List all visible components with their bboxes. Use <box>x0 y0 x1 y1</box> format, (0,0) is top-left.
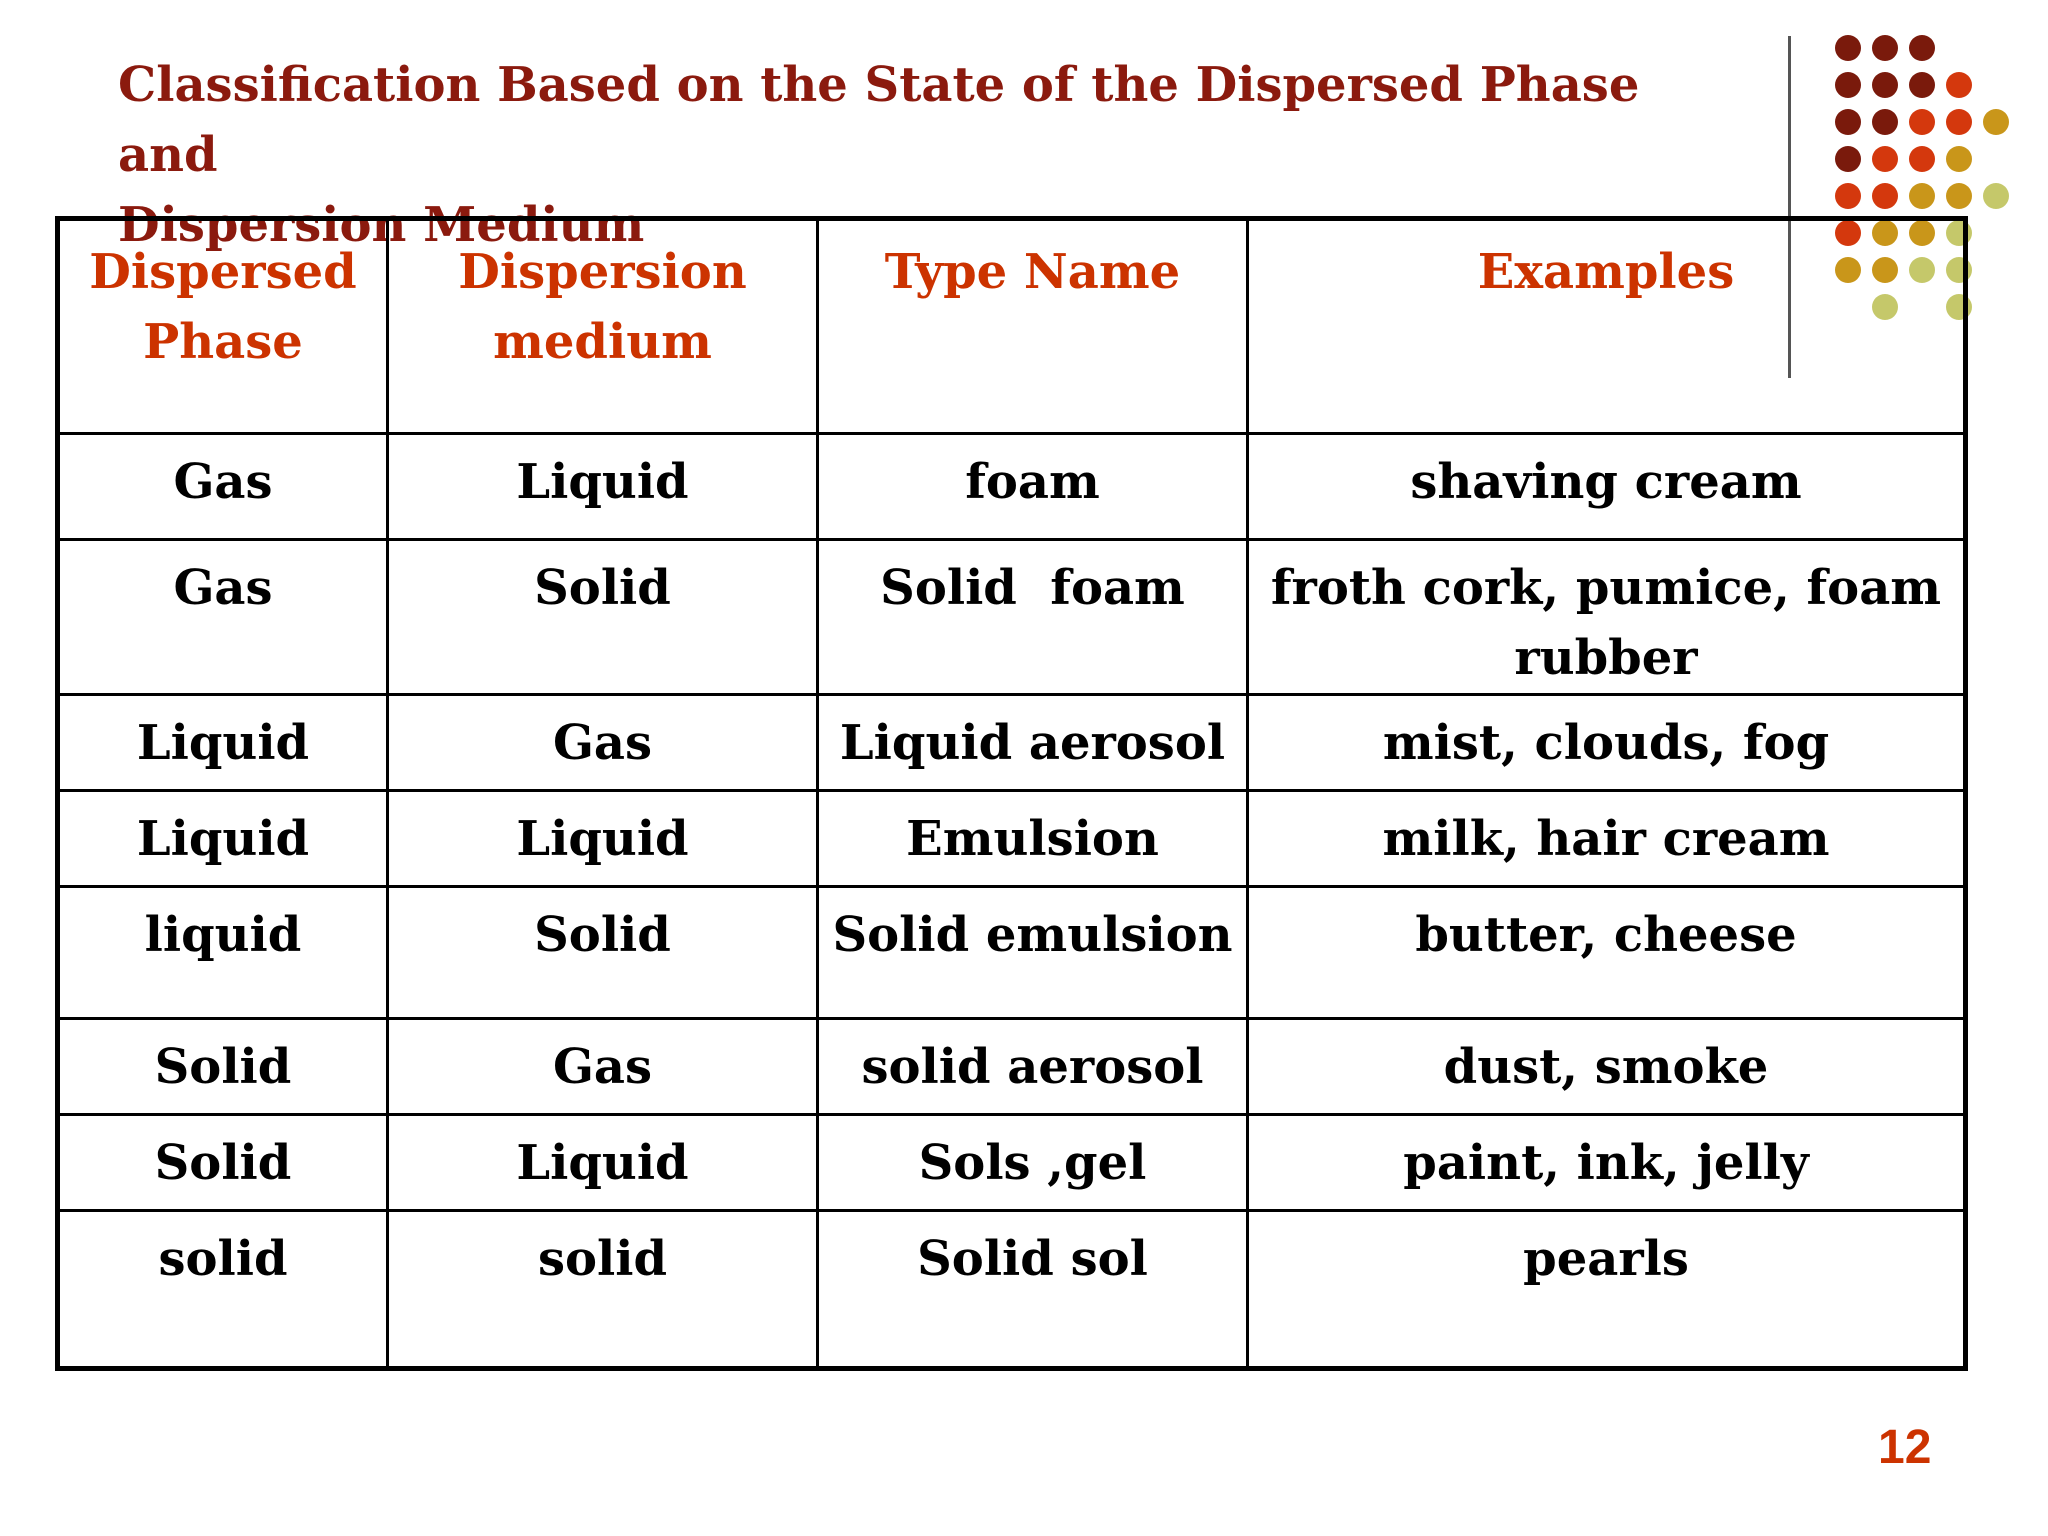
cell-type-name: Liquid aerosol <box>818 695 1248 791</box>
cell-type-name: Solid foam <box>818 540 1248 695</box>
table-row <box>58 540 1966 695</box>
cell-type-name: Solid sol <box>818 1211 1248 1369</box>
cell-examples: milk, hair cream <box>1248 791 1966 887</box>
cell-examples: butter, cheese <box>1248 887 1966 1019</box>
decorative-dot <box>1909 35 1935 61</box>
table-row <box>58 434 1966 540</box>
decorative-dot <box>1872 146 1898 172</box>
decorative-dot <box>1909 109 1935 135</box>
header-examples: Examples <box>1248 219 1966 434</box>
decorative-dot <box>1946 109 1972 135</box>
cell-dispersion-medium: Solid <box>388 540 818 695</box>
cell-dispersion-medium: Solid <box>388 887 818 1019</box>
decorative-dot <box>1835 109 1861 135</box>
decorative-dot <box>1835 183 1861 209</box>
table-row <box>58 887 1966 1019</box>
cell-examples: dust, smoke <box>1248 1019 1966 1115</box>
header-dispersion-medium: Dispersion medium <box>388 219 818 434</box>
cell-dispersed-phase: liquid <box>58 887 388 1019</box>
page-number: 12 <box>1878 1421 1932 1474</box>
header-dispersed-phase: Dispersed Phase <box>58 219 388 434</box>
cell-dispersed-phase: Solid <box>58 1019 388 1115</box>
cell-type-name: Emulsion <box>818 791 1248 887</box>
header-type-name: Type Name <box>818 219 1248 434</box>
table-row <box>58 1019 1966 1115</box>
cell-examples: froth cork, pumice, foam rubber <box>1248 540 1966 695</box>
decorative-dot <box>1946 72 1972 98</box>
decorative-dot <box>1983 109 2009 135</box>
decorative-dot <box>1835 35 1861 61</box>
decorative-dot <box>1909 72 1935 98</box>
table-row <box>58 1211 1966 1369</box>
slide-title-line1: Classification Based on the State of the Dispersed Phase and <box>118 57 1640 183</box>
decorative-dot <box>1835 72 1861 98</box>
cell-type-name: foam <box>818 434 1248 540</box>
decorative-dot <box>1835 146 1861 172</box>
cell-dispersion-medium: Gas <box>388 695 818 791</box>
decorative-dot <box>1909 146 1935 172</box>
decorative-dot <box>1872 72 1898 98</box>
cell-dispersed-phase: Gas <box>58 540 388 695</box>
cell-dispersed-phase: Liquid <box>58 695 388 791</box>
slide-title-line2: Dispersion Medium <box>118 197 645 253</box>
cell-dispersed-phase: Liquid <box>58 791 388 887</box>
decorative-dot <box>1946 183 1972 209</box>
cell-dispersion-medium: Liquid <box>388 791 818 887</box>
cell-examples: paint, ink, jelly <box>1248 1115 1966 1211</box>
decorative-dot <box>1983 183 2009 209</box>
table-row <box>58 791 1966 887</box>
decorative-dot <box>1946 146 1972 172</box>
table-header-row <box>58 219 1966 434</box>
decorative-dot <box>1872 183 1898 209</box>
table-row <box>58 695 1966 791</box>
decorative-dot <box>1872 109 1898 135</box>
cell-examples: pearls <box>1248 1211 1966 1369</box>
colloid-classification-table <box>55 216 1968 1371</box>
cell-type-name: Solid emulsion <box>818 887 1248 1019</box>
cell-type-name: solid aerosol <box>818 1019 1248 1115</box>
cell-dispersion-medium: Liquid <box>388 1115 818 1211</box>
decorative-dot <box>1872 35 1898 61</box>
cell-dispersion-medium: Liquid <box>388 434 818 540</box>
cell-dispersed-phase: Solid <box>58 1115 388 1211</box>
cell-dispersed-phase: solid <box>58 1211 388 1369</box>
decorative-dot <box>1909 183 1935 209</box>
cell-dispersed-phase: Gas <box>58 434 388 540</box>
cell-examples: shaving cream <box>1248 434 1966 540</box>
table-row <box>58 1115 1966 1211</box>
cell-examples: mist, clouds, fog <box>1248 695 1966 791</box>
cell-dispersion-medium: solid <box>388 1211 818 1369</box>
cell-type-name: Sols ,gel <box>818 1115 1248 1211</box>
cell-dispersion-medium: Gas <box>388 1019 818 1115</box>
